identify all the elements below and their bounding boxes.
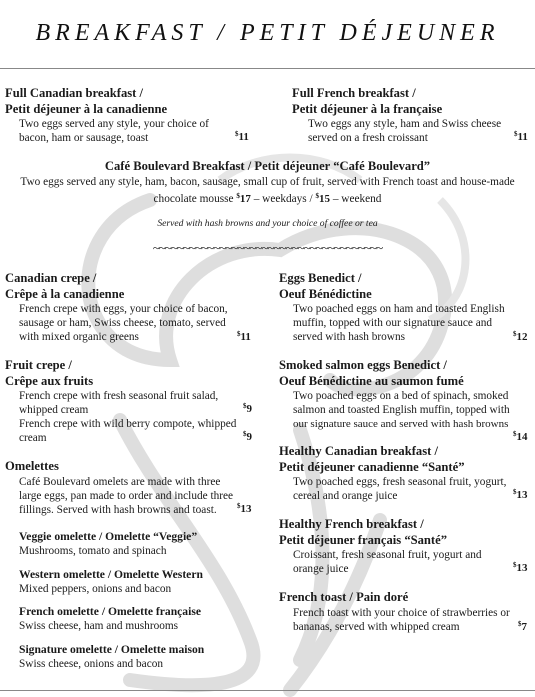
item-desc: served with hash browns [293, 331, 406, 343]
top-divider [0, 68, 535, 69]
item-name: Café Boulevard Breakfast / Petit déjeuner “Café Boulevard” [104, 159, 431, 173]
item-french-toast [279, 590, 534, 634]
item-name: Full Canadian breakfast / [5, 86, 143, 100]
omelette-variant [19, 530, 197, 558]
served-note: Served with hash browns and your choice of coffee or tea [157, 218, 378, 229]
item-desc: French crepe with eggs, your choice of bacon, [19, 303, 228, 315]
item-name: Canadian crepe / [5, 271, 97, 285]
item-name: Fruit crepe / [5, 358, 72, 372]
price-weekdays: 17 [239, 192, 251, 205]
omelette-variant [19, 605, 201, 633]
item-name: French toast / Pain doré [279, 590, 409, 604]
item-desc: salmon and toasted English muffin, topped with [293, 404, 510, 416]
page-title: BREAKFAST / PETIT DÉJEUNER [35, 20, 500, 46]
item-desc: sausage or ham, Swiss cheese, tomato, served [19, 317, 226, 329]
item-desc: Café Boulevard omelets are made with three [19, 475, 221, 488]
item-desc: Two poached eggs on ham and toasted English [293, 303, 505, 315]
variant-desc: Mushrooms, tomato and spinach [19, 545, 167, 557]
item-name: Full French breakfast / [292, 86, 416, 100]
item-name: Petit déjeuner canadienne “Santé” [279, 459, 465, 474]
item-price: $11 [235, 130, 249, 143]
item-name: Smoked salmon eggs Benedict / [279, 358, 447, 372]
variant-name: Signature omelette / Omelette maison [19, 643, 205, 656]
item-price: $13 [513, 488, 528, 501]
item-price: $9 [243, 430, 252, 443]
price-weekend: 15 [319, 192, 330, 205]
item-price: $12 [513, 330, 528, 343]
item-desc: fillings. Served with hash browns and toast. [19, 503, 217, 516]
variant-desc: Swiss cheese, ham and mushrooms [19, 620, 179, 632]
omelette-variant [19, 643, 204, 671]
item-desc: French toast with your choice of strawberries or [293, 606, 510, 619]
item-name: Crêpe à la canadienne [5, 286, 125, 301]
item-desc: cream [19, 432, 47, 444]
item-price: $13 [513, 561, 528, 574]
item-name: Eggs Benedict / [279, 271, 362, 285]
variant-desc: Mixed peppers, onions and bacon [19, 583, 172, 595]
item-desc: Two eggs served any style, your choice of [19, 118, 209, 130]
item-price: $11 [514, 130, 528, 143]
item-desc: with mixed organic greens [19, 331, 139, 343]
item-desc: our signature sauce and served with hash browns [293, 418, 509, 430]
item-desc: cereal and orange juice [293, 490, 398, 502]
variant-name: French omelette / Omelette française [19, 605, 201, 618]
item-price: $9 [243, 402, 252, 415]
item-name: Petit déjeuner français “Santé” [279, 532, 448, 547]
item-salmon-benedict [279, 358, 534, 431]
item-name: Omelettes [5, 459, 59, 473]
item-desc: orange juice [293, 563, 349, 575]
item-name: Healthy French breakfast / [279, 517, 424, 531]
item-cafe-boulevard [0, 159, 535, 206]
item-desc: Two eggs any style, ham and Swiss cheese [308, 118, 502, 130]
item-name: Oeuf Bénédictine au saumon fumé [279, 373, 464, 388]
item-price: $7 [518, 620, 527, 633]
item-price: $11 [237, 330, 251, 343]
item-desc: whipped cream [19, 404, 89, 416]
item-desc: French crepe with fresh seasonal fruit salad, [19, 390, 219, 402]
item-canadian-crepe [5, 271, 265, 344]
variant-name: Veggie omelette / Omelette “Veggie” [19, 530, 198, 543]
item-name: Oeuf Bénédictine [279, 286, 372, 301]
variant-name: Western omelette / Omelette Western [19, 568, 203, 581]
item-price: $14 [513, 430, 528, 443]
item-eggs-benedict [279, 271, 534, 344]
item-fruit-crepe [5, 358, 265, 445]
item-name: Petit déjeuner à la française [292, 101, 443, 116]
item-name: Healthy Canadian breakfast / [279, 444, 438, 458]
item-desc: Two eggs served any style, ham, bacon, sausage, small cup of fruit, served with French toast and house-made [20, 175, 515, 188]
item-desc: Two poached eggs on a bed of spinach, smoked [293, 390, 509, 402]
item-desc: muffin, topped with our signature sauce and [293, 317, 493, 329]
item-healthy-canadian [279, 444, 534, 503]
item-desc: bacon, ham or sausage, toast [19, 132, 149, 144]
item-desc: Two poached eggs, fresh seasonal fruit, yogurt, [293, 476, 507, 488]
item-price: $13 [237, 502, 252, 515]
item-desc-line: chocolate mousse $17 – weekdays / $15 – weekend [153, 191, 382, 205]
item-name: Crêpe aux fruits [5, 373, 94, 388]
item-desc: large eggs, pan made to order and include three [19, 489, 234, 502]
item-healthy-french [279, 517, 534, 576]
item-omelettes [5, 459, 265, 517]
omelette-variant [19, 568, 203, 596]
variant-desc: Swiss cheese, onions and bacon [19, 658, 164, 670]
item-full-french [292, 86, 532, 145]
item-desc: Croissant, fresh seasonal fruit, yogurt and [293, 549, 482, 561]
item-full-canadian [5, 86, 255, 145]
item-desc: French crepe with wild berry compote, whipped [19, 418, 237, 430]
item-desc: served on a fresh croissant [308, 132, 428, 144]
tilde-divider: ~~~~~~~~~~~~~~~~~~~~~~~~~~~~~~~~~~~~~~ [152, 240, 383, 255]
item-desc: bananas, served with whipped cream [293, 620, 460, 633]
item-name: Petit déjeuner à la canadienne [5, 101, 168, 116]
bottom-divider [0, 690, 535, 691]
